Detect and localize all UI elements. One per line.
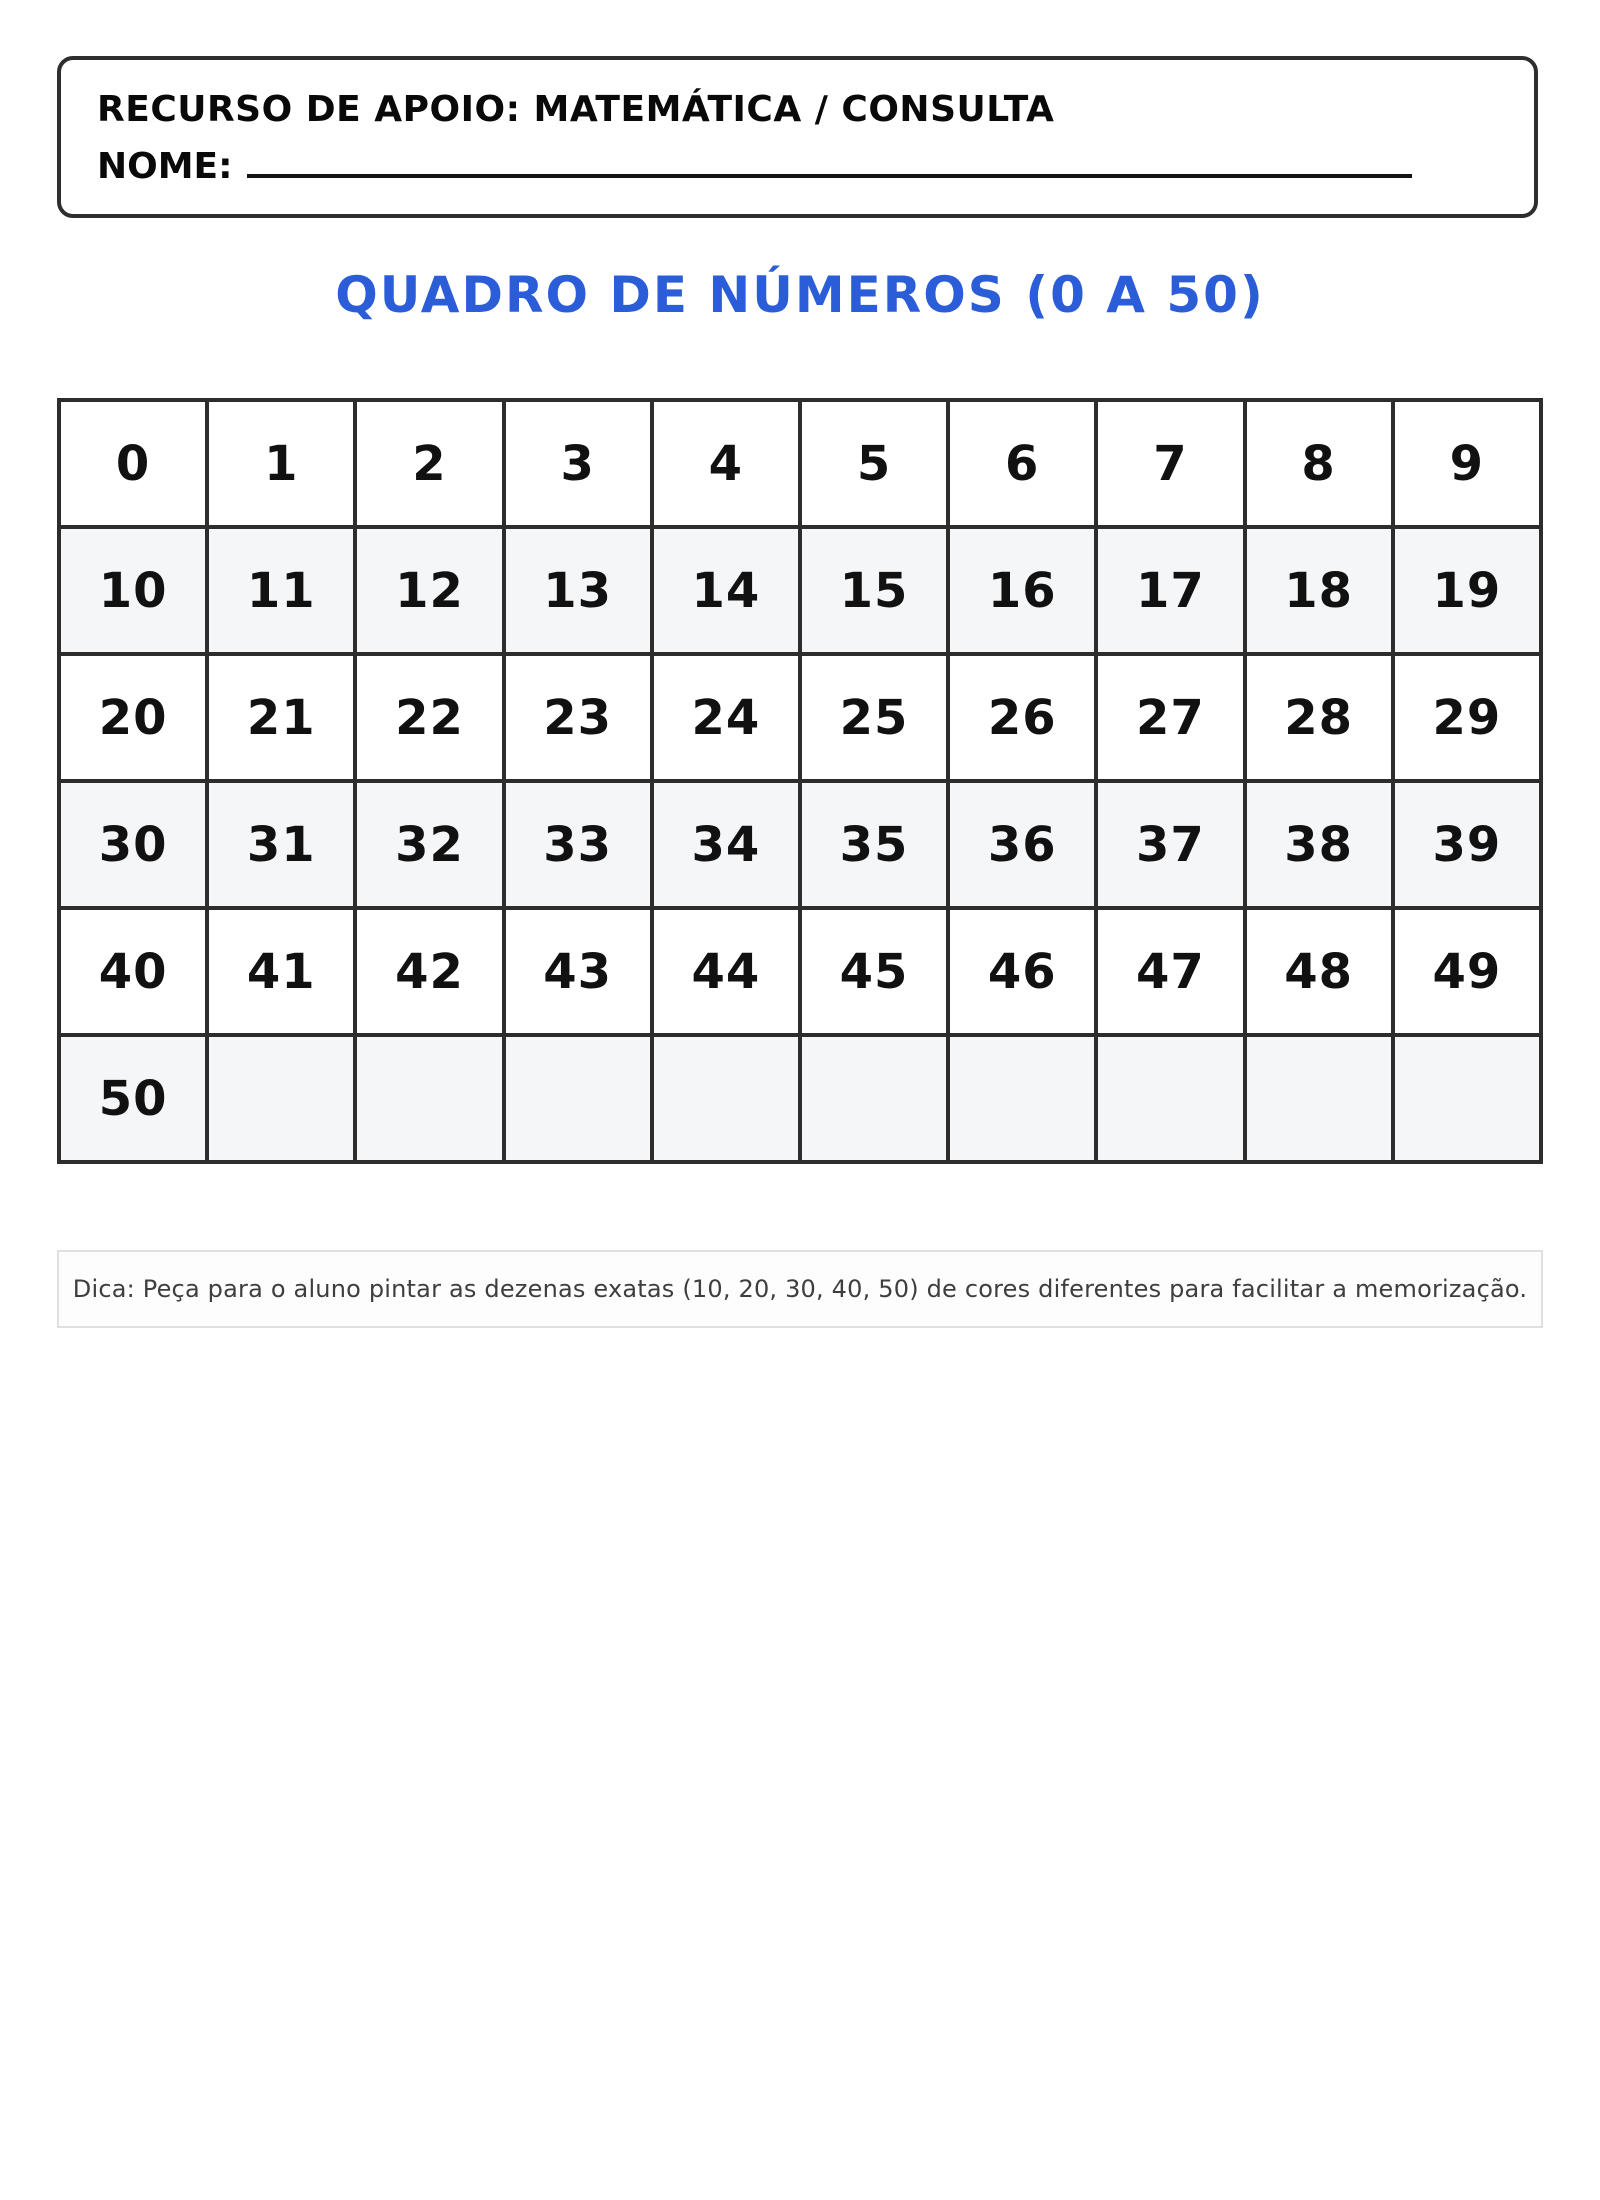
name-label: NOME:: [97, 146, 233, 187]
tip-box: [57, 1250, 1543, 1328]
number-cell: [800, 1035, 948, 1162]
number-cell: 16: [948, 527, 1096, 654]
number-cell: 13: [504, 527, 652, 654]
number-cell: 46: [948, 908, 1096, 1035]
page-title: QUADRO DE NÚMEROS (0 A 50): [335, 266, 1265, 324]
number-cell: 42: [355, 908, 503, 1035]
number-cell: 25: [800, 654, 948, 781]
number-cell: 28: [1245, 654, 1393, 781]
grid-row: [59, 400, 1541, 527]
number-cell: 7: [1096, 400, 1244, 527]
number-cell: [207, 1035, 355, 1162]
grid-row: [59, 654, 1541, 781]
number-cell: 41: [207, 908, 355, 1035]
number-cell: 4: [652, 400, 800, 527]
grid-row: [59, 908, 1541, 1035]
number-cell: 48: [1245, 908, 1393, 1035]
name-row: [97, 138, 1534, 191]
resource-title: RECURSO DE APOIO: MATEMÁTICA / CONSULTA: [97, 89, 1055, 130]
number-cell: 17: [1096, 527, 1244, 654]
header-box: [57, 56, 1538, 218]
number-cell: 6: [948, 400, 1096, 527]
number-grid-body: [59, 400, 1541, 1162]
number-cell: 2: [355, 400, 503, 527]
name-blank-line: [247, 138, 1412, 178]
grid-row: [59, 1035, 1541, 1162]
number-cell: 35: [800, 781, 948, 908]
number-cell: 38: [1245, 781, 1393, 908]
number-cell: 45: [800, 908, 948, 1035]
number-cell: 24: [652, 654, 800, 781]
number-cell: [1245, 1035, 1393, 1162]
number-cell: 26: [948, 654, 1096, 781]
number-cell: 36: [948, 781, 1096, 908]
number-cell: 30: [59, 781, 207, 908]
number-cell: 44: [652, 908, 800, 1035]
number-cell: 14: [652, 527, 800, 654]
grid-row: [59, 781, 1541, 908]
number-cell: 19: [1393, 527, 1541, 654]
number-cell: 39: [1393, 781, 1541, 908]
number-cell: 40: [59, 908, 207, 1035]
number-cell: 47: [1096, 908, 1244, 1035]
number-cell: 21: [207, 654, 355, 781]
tip-text: Dica: Peça para o aluno pintar as dezenas exatas (10, 20, 30, 40, 50) de cores diferentes para facilitar a memorização.: [72, 1275, 1528, 1303]
number-cell: 22: [355, 654, 503, 781]
number-cell: 8: [1245, 400, 1393, 527]
number-cell: 43: [504, 908, 652, 1035]
number-cell: 0: [59, 400, 207, 527]
number-cell: 49: [1393, 908, 1541, 1035]
number-cell: [504, 1035, 652, 1162]
number-cell: 15: [800, 527, 948, 654]
number-cell: 27: [1096, 654, 1244, 781]
number-cell: 12: [355, 527, 503, 654]
number-cell: 23: [504, 654, 652, 781]
number-cell: [1393, 1035, 1541, 1162]
number-cell: [355, 1035, 503, 1162]
number-cell: 18: [1245, 527, 1393, 654]
number-cell: [1096, 1035, 1244, 1162]
number-grid-table: [57, 398, 1543, 1164]
number-cell: 1: [207, 400, 355, 527]
number-cell: [652, 1035, 800, 1162]
number-cell: 10: [59, 527, 207, 654]
number-cell: 50: [59, 1035, 207, 1162]
grid-row: [59, 527, 1541, 654]
number-cell: 5: [800, 400, 948, 527]
number-cell: 32: [355, 781, 503, 908]
number-cell: [948, 1035, 1096, 1162]
number-cell: 3: [504, 400, 652, 527]
number-cell: 29: [1393, 654, 1541, 781]
number-cell: 31: [207, 781, 355, 908]
number-cell: 34: [652, 781, 800, 908]
number-cell: 33: [504, 781, 652, 908]
number-cell: 37: [1096, 781, 1244, 908]
number-cell: 11: [207, 527, 355, 654]
number-cell: 20: [59, 654, 207, 781]
number-cell: 9: [1393, 400, 1541, 527]
